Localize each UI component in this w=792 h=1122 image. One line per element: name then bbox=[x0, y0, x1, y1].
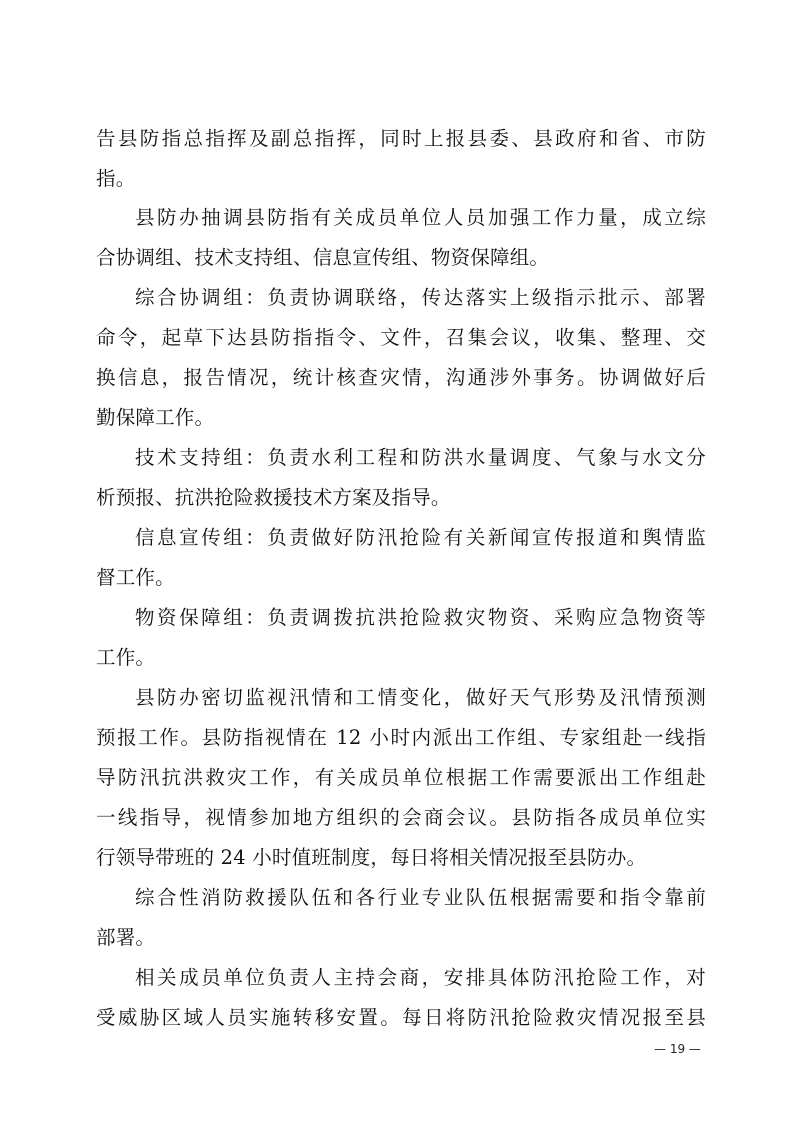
text-line: 导防汛抗洪救灾工作，有关成员单位根据工作需要派出工作组赴 bbox=[96, 766, 706, 789]
text-line: 技术支持组：负责水利工程和防洪水量调度、气象与水文分 bbox=[135, 446, 706, 469]
text-line: 预报工作。县防指视情在 12 小时内派出工作组、专家组赴一线指 bbox=[96, 726, 706, 749]
text-line: 督工作。 bbox=[96, 566, 175, 589]
text-line: 换信息，报告情况，统计核查灾情，沟通涉外事务。协调做好后 bbox=[96, 366, 706, 389]
text-line: 指。 bbox=[96, 167, 136, 190]
text-line: 相关成员单位负责人主持会商，安排具体防汛抢险工作，对 bbox=[135, 966, 706, 989]
page-number: — 19 — bbox=[654, 1042, 701, 1056]
text-line: 县防办密切监视汛情和工情变化，做好天气形势及汛情预测 bbox=[135, 686, 706, 709]
text-line: 合协调组、技术支持组、信息宣传组、物资保障组。 bbox=[96, 246, 550, 269]
text-line: 一线指导，视情参加地方组织的会商会议。县防指各成员单位实 bbox=[96, 806, 706, 829]
text-line: 物资保障组：负责调拨抗洪抢险救灾物资、采购应急物资等 bbox=[135, 606, 706, 629]
text-line: 命令，起草下达县防指指令、文件，召集会议，收集、整理、交 bbox=[96, 326, 706, 349]
text-line: 受威胁区域人员实施转移安置。每日将防汛抢险救灾情况报至县 bbox=[96, 1006, 706, 1029]
text-line: 工作。 bbox=[96, 646, 156, 669]
text-line: 部署。 bbox=[96, 926, 156, 949]
text-line: 综合协调组：负责协调联络，传达落实上级指示批示、部署 bbox=[135, 286, 706, 309]
text-line: 勤保障工作。 bbox=[96, 406, 215, 429]
text-line: 行领导带班的 24 小时值班制度，每日将相关情况报至县防办。 bbox=[96, 846, 647, 869]
text-line: 告县防指总指挥及副总指挥，同时上报县委、县政府和省、市防 bbox=[96, 127, 706, 150]
text-line: 析预报、抗洪抢险救援技术方案及指导。 bbox=[96, 486, 451, 509]
text-line: 县防办抽调县防指有关成员单位人员加强工作力量，成立综 bbox=[135, 206, 706, 229]
text-line: 信息宣传组：负责做好防汛抢险有关新闻宣传报道和舆情监 bbox=[135, 526, 706, 549]
text-line: 综合性消防救援队伍和各行业专业队伍根据需要和指令靠前 bbox=[135, 886, 706, 909]
